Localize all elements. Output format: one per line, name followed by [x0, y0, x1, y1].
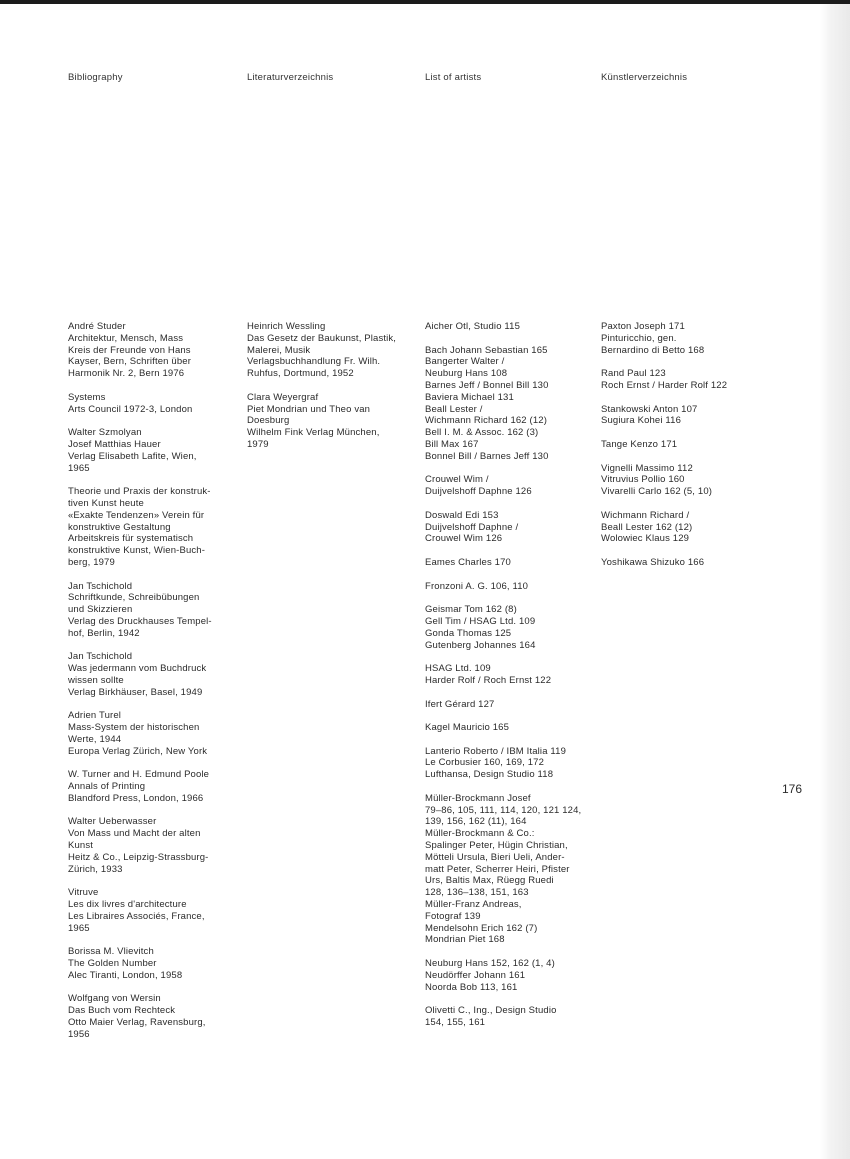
entry-line: Architektur, Mensch, Mass [68, 332, 184, 344]
entry-line: Neuburg Hans 108 [425, 368, 508, 380]
entry-line: HSAG Ltd. 109 [425, 663, 491, 675]
bibliography-column-2 [247, 321, 396, 463]
entry-line: 79–86, 105, 111, 114, 120, 121 124, [425, 804, 582, 816]
list-entry [68, 946, 212, 981]
entry-line: Beall Lester 162 (12) [601, 521, 693, 533]
entry-line: Bach Johann Sebastian 165 [425, 344, 548, 356]
entry-line: Schriftkunde, Schreibübungen [68, 592, 200, 604]
entry-line: Gell Tim / HSAG Ltd. 109 [425, 615, 536, 627]
entry-line: wissen sollte [68, 674, 124, 686]
entry-line: Les dix livres d'architecture [68, 899, 187, 911]
entry-line: Walter Ueberwasser [68, 816, 157, 828]
entry-line: Urs, Baltis Max, Rüegg Ruedi [425, 875, 554, 887]
entry-line: Doesburg [247, 415, 290, 427]
list-entry [425, 581, 581, 593]
entry-line: matt Peter, Scherrer Heiri, Pfister [425, 863, 570, 875]
entry-line: Barnes Jeff / Bonnel Bill 130 [425, 379, 549, 391]
entry-line: Kagel Mauricio 165 [425, 722, 510, 734]
entry-line: Geismar Tom 162 (8) [425, 604, 517, 616]
list-entry [425, 746, 581, 781]
entry-line: Vitruve [68, 887, 99, 899]
list-entry [68, 427, 212, 474]
entry-line: Adrien Turel [68, 710, 122, 722]
entry-line: Verlagsbuchhandlung Fr. Wilh. [247, 356, 381, 368]
entry-line: Arts Council 1972-3, London [68, 403, 193, 415]
entry-line: Wichmann Richard / [601, 509, 690, 521]
entry-line: Verlag Birkhäuser, Basel, 1949 [68, 686, 203, 698]
entry-line: Jan Tschichold [68, 580, 133, 592]
list-entry [425, 663, 581, 687]
heading-literaturverzeichnis: Literaturverzeichnis [247, 72, 334, 83]
list-entry [68, 887, 212, 934]
entry-line: «Exakte Tendenzen» Verein für [68, 509, 205, 521]
list-entry [247, 392, 396, 451]
entry-line: Wichmann Richard 162 (12) [425, 415, 548, 427]
list-entry [425, 793, 581, 946]
entry-line: Josef Matthias Hauer [68, 438, 161, 450]
list-entry [68, 581, 212, 640]
entry-line: tiven Kunst heute [68, 497, 144, 509]
entry-line: Müller-Brockmann & Co.: [425, 828, 535, 840]
entry-line: Aicher Otl, Studio 115 [425, 321, 521, 332]
list-entry [601, 368, 727, 392]
list-entry [425, 699, 581, 711]
list-entry [601, 463, 727, 498]
entry-line: Blandford Press, London, 1966 [68, 792, 204, 804]
list-entry [425, 1005, 581, 1029]
entry-line: Baviera Michael 131 [425, 391, 514, 403]
bibliography-column-1 [68, 321, 212, 1052]
entry-line: konstruktive Gestaltung [68, 521, 171, 533]
list-entry [425, 958, 581, 993]
entry-line: Lanterio Roberto / IBM Italia 119 [425, 745, 567, 757]
entry-line: Systems [68, 391, 106, 403]
entry-line: Theorie und Praxis der konstruk- [68, 486, 211, 498]
entry-line: Pinturicchio, gen. [601, 332, 677, 344]
entry-line: Kayser, Bern, Schriften über [68, 356, 192, 368]
entry-line: André Studer [68, 321, 126, 332]
page-number: 176 [782, 782, 803, 796]
entry-line: Walter Szmolyan [68, 427, 142, 439]
entry-line: 1956 [68, 1028, 90, 1040]
entry-line: 1965 [68, 462, 90, 474]
artists-column-2 [601, 321, 727, 581]
entry-line: Vitruvius Pollio 160 [601, 474, 685, 486]
entry-line: Roch Ernst / Harder Rolf 122 [601, 379, 728, 391]
entry-line: konstruktive Kunst, Wien-Buch- [68, 545, 206, 557]
entry-line: Annals of Printing [68, 781, 146, 793]
entry-line: Arbeitskreis für systematisch [68, 533, 194, 545]
list-entry [425, 604, 581, 651]
list-entry [68, 769, 212, 804]
entry-line: Neuburg Hans 152, 162 (1, 4) [425, 958, 555, 970]
entry-line: Was jedermann vom Buchdruck [68, 663, 207, 675]
entry-line: Stankowski Anton 107 [601, 403, 698, 415]
entry-line: Zürich, 1933 [68, 863, 123, 875]
entry-line: Verlag Elisabeth Lafite, Wien, [68, 450, 197, 462]
list-entry [601, 404, 727, 428]
list-entry [68, 486, 212, 569]
page-right-edge-shadow [820, 4, 850, 1159]
entry-line: Müller-Franz Andreas, [425, 899, 522, 911]
page-top-edge [0, 0, 850, 4]
list-entry [68, 993, 212, 1040]
list-entry [601, 557, 727, 569]
artists-column-1 [425, 321, 581, 1041]
entry-line: Verlag des Druckhauses Tempel- [68, 615, 212, 627]
entry-line: Das Buch vom Rechteck [68, 1005, 176, 1017]
list-entry [68, 392, 212, 416]
entry-line: Vignelli Massimo 112 [601, 462, 693, 474]
entry-line: 1965 [68, 922, 90, 934]
entry-line: Bell I. M. & Assoc. 162 (3) [425, 427, 539, 439]
entry-line: Wilhelm Fink Verlag München, [247, 427, 380, 439]
entry-line: Crouwel Wim / [425, 474, 489, 486]
entry-line: Gutenberg Johannes 164 [425, 639, 536, 651]
entry-line: Malerei, Musik [247, 344, 311, 356]
heading-kuenstlerverzeichnis: Künstlerverzeichnis [601, 72, 688, 83]
entry-line: Yoshikawa Shizuko 166 [601, 556, 705, 568]
entry-line: Harmonik Nr. 2, Bern 1976 [68, 368, 185, 380]
entry-line: Beall Lester / [425, 403, 483, 415]
entry-line: Das Gesetz der Baukunst, Plastik, [247, 332, 397, 344]
entry-line: Ruhfus, Dortmund, 1952 [247, 368, 354, 380]
entry-line: Eames Charles 170 [425, 556, 511, 568]
entry-line: Otto Maier Verlag, Ravensburg, [68, 1017, 206, 1029]
list-entry [601, 321, 727, 356]
entry-line: Borissa M. Vlievitch [68, 946, 154, 958]
entry-line: Neudörffer Johann 161 [425, 969, 526, 981]
entry-line: berg, 1979 [68, 556, 115, 568]
entry-line: Mötteli Ursula, Bieri Ueli, Ander- [425, 851, 565, 863]
entry-line: Le Corbusier 160, 169, 172 [425, 757, 545, 769]
entry-line: und Skizzieren [68, 604, 133, 616]
list-entry [247, 321, 396, 380]
entry-line: Mendelsohn Erich 162 (7) [425, 922, 538, 934]
entry-line: Wolfgang von Wersin [68, 993, 161, 1005]
entry-line: 1979 [247, 438, 269, 450]
entry-line: 128, 136–138, 151, 163 [425, 887, 529, 899]
entry-line: Tange Kenzo 171 [601, 438, 678, 450]
entry-line: hof, Berlin, 1942 [68, 627, 140, 639]
list-entry [68, 321, 212, 380]
entry-line: Sugiura Kohei 116 [601, 415, 682, 427]
entry-line: Heinrich Wessling [247, 321, 326, 332]
list-entry [601, 510, 727, 545]
list-entry [68, 710, 212, 757]
entry-line: Heitz & Co., Leipzig-Strassburg- [68, 851, 209, 863]
list-entry [425, 474, 581, 498]
entry-line: Mondrian Piet 168 [425, 934, 505, 946]
entry-line: Lufthansa, Design Studio 118 [425, 769, 554, 781]
entry-line: Fronzoni A. G. 106, 110 [425, 580, 529, 592]
heading-list-of-artists: List of artists [425, 72, 482, 83]
entry-line: Bonnel Bill / Barnes Jeff 130 [425, 450, 549, 462]
entry-line: Gonda Thomas 125 [425, 627, 512, 639]
entry-line: Alec Tiranti, London, 1958 [68, 969, 183, 981]
list-entry [425, 321, 581, 333]
entry-line: Les Libraires Associés, France, [68, 910, 205, 922]
list-entry [425, 510, 581, 545]
entry-line: Bernardino di Betto 168 [601, 344, 705, 356]
entry-line: Jan Tschichold [68, 651, 133, 663]
entry-line: Müller-Brockmann Josef [425, 792, 531, 804]
list-entry [425, 722, 581, 734]
entry-line: Doswald Edi 153 [425, 509, 499, 521]
entry-line: Bangerter Walter / [425, 356, 505, 368]
entry-line: 139, 156, 162 (11), 164 [425, 816, 527, 828]
entry-line: Kunst [68, 840, 94, 852]
entry-line: Bill Max 167 [425, 438, 479, 450]
list-entry [601, 439, 727, 451]
list-entry [425, 557, 581, 569]
entry-line: Duijvelshoff Daphne / [425, 521, 519, 533]
entry-line: Werte, 1944 [68, 733, 122, 745]
entry-line: Europa Verlag Zürich, New York [68, 745, 208, 757]
entry-line: Piet Mondrian und Theo van [247, 403, 371, 415]
entry-line: Ifert Gérard 127 [425, 698, 495, 710]
entry-line: Kreis der Freunde von Hans [68, 344, 191, 356]
entry-line: Spalinger Peter, Hügin Christian, [425, 840, 568, 852]
list-entry [68, 651, 212, 698]
list-entry [425, 345, 581, 463]
entry-line: Crouwel Wim 126 [425, 533, 503, 545]
heading-bibliography: Bibliography [68, 72, 123, 83]
entry-line: Clara Weyergraf [247, 391, 319, 403]
entry-line: Von Mass und Macht der alten [68, 828, 201, 840]
entry-line: W. Turner and H. Edmund Poole [68, 769, 210, 781]
entry-line: The Golden Number [68, 958, 157, 970]
entry-line: 154, 155, 161 [425, 1017, 486, 1029]
entry-line: Fotograf 139 [425, 910, 481, 922]
entry-line: Mass-System der historischen [68, 722, 200, 734]
entry-line: Duijvelshoff Daphne 126 [425, 486, 532, 498]
entry-line: Harder Rolf / Roch Ernst 122 [425, 674, 552, 686]
entry-line: Vivarelli Carlo 162 (5, 10) [601, 486, 713, 498]
list-entry [68, 816, 212, 875]
entry-line: Noorda Bob 113, 161 [425, 981, 518, 993]
entry-line: Rand Paul 123 [601, 368, 666, 380]
entry-line: Wolowiec Klaus 129 [601, 533, 690, 545]
entry-line: Paxton Joseph 171 [601, 321, 685, 332]
entry-line: Olivetti C., Ing., Design Studio [425, 1005, 557, 1017]
